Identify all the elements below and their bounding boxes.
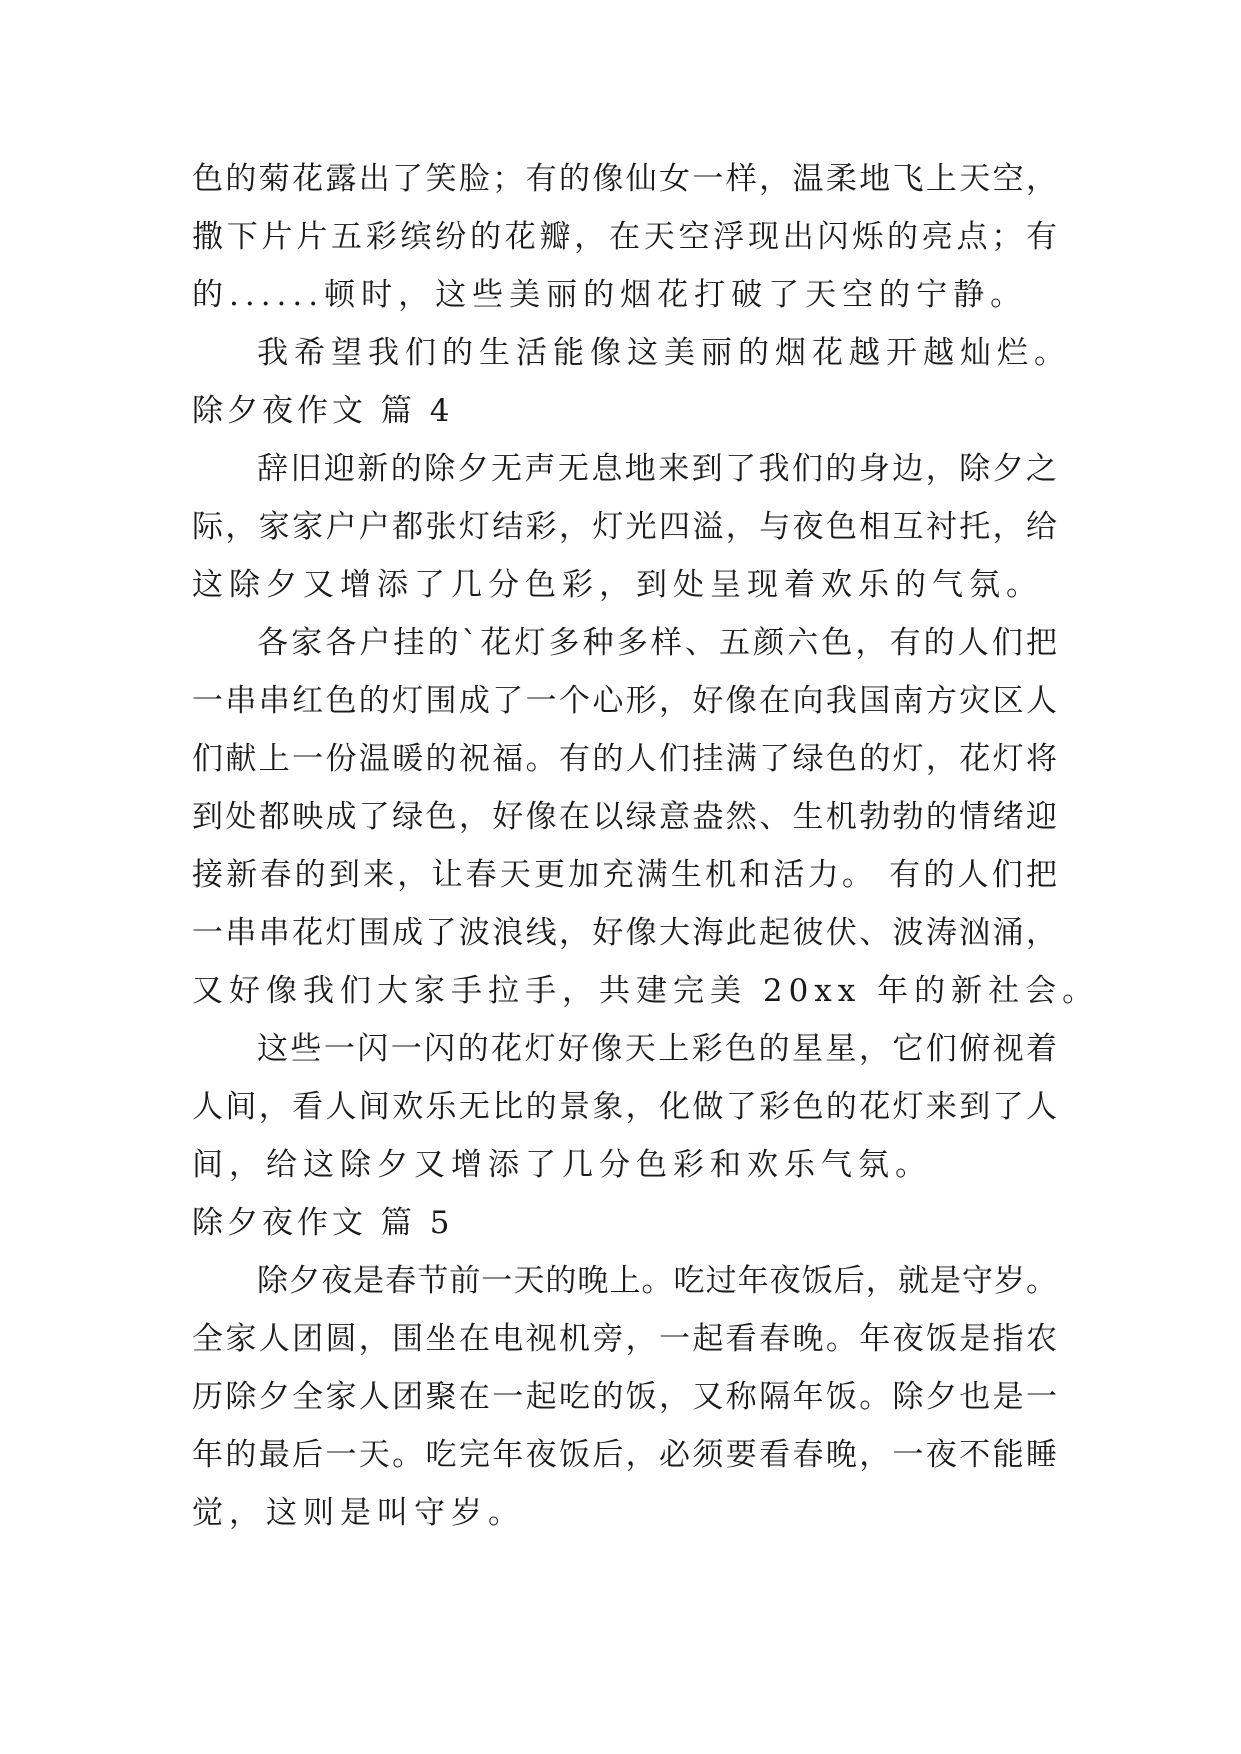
document-page bbox=[192, 150, 1100, 1542]
paragraph-line: 各家各户挂的`花灯多种多样、五颜六色，有的人们把 bbox=[257, 625, 1057, 661]
paragraph-line: 撒下片片五彩缤纷的花瓣，在天空浮现出闪烁的亮点；有 bbox=[192, 219, 1057, 255]
paragraph-line: 这除夕又增添了几分色彩，到处呈现着欢乐的气氛。 bbox=[192, 567, 1043, 603]
paragraph-line: 全家人团圆，围坐在电视机旁，一起看春晚。年夜饭是指农 bbox=[192, 1321, 1057, 1357]
paragraph-line: 又好像我们大家手拉手，共建完美 20xx 年的新社会。 bbox=[192, 973, 1100, 1009]
paragraph-line: 这些一闪一闪的花灯好像天上彩色的星星，它们俯视着 bbox=[257, 1031, 1057, 1067]
section-heading: 除夕夜作文 篇 5 bbox=[192, 1205, 454, 1241]
paragraph-line: 间，给这除夕又增添了几分色彩和欢乐气氛。 bbox=[192, 1147, 932, 1183]
section-heading: 除夕夜作文 篇 4 bbox=[192, 393, 454, 429]
paragraph-line: 辞旧迎新的除夕无声无息地来到了我们的身边，除夕之 bbox=[257, 451, 1057, 487]
paragraph-line: 色的菊花露出了笑脸；有的像仙女一样，温柔地飞上天空， bbox=[192, 161, 1057, 197]
paragraph-line: 到处都映成了绿色，好像在以绿意盎然、生机勃勃的情绪迎 bbox=[192, 799, 1057, 835]
paragraph-line: 的......顿时，这些美丽的烟花打破了天空的宁静。 bbox=[192, 277, 1028, 313]
paragraph-line: 接新春的到来，让春天更加充满生机和活力。 有的人们把 bbox=[192, 857, 1057, 893]
paragraph-line: 觉，这则是叫守岁。 bbox=[192, 1495, 525, 1531]
paragraph-line: 人间，看人间欢乐无比的景象，化做了彩色的花灯来到了人 bbox=[192, 1089, 1057, 1125]
paragraph-line: 一串串红色的灯围成了一个心形，好像在向我国南方灾区人 bbox=[192, 683, 1057, 719]
paragraph-line: 们献上一份温暖的祝福。有的人们挂满了绿色的灯，花灯将 bbox=[192, 741, 1057, 777]
paragraph-line: 际，家家户户都张灯结彩，灯光四溢，与夜色相互衬托，给 bbox=[192, 509, 1057, 545]
paragraph-line: 历除夕全家人团聚在一起吃的饭，又称隔年饭。除夕也是一 bbox=[192, 1379, 1057, 1415]
paragraph-line: 我希望我们的生活能像这美丽的烟花越开越灿烂。 bbox=[257, 335, 1071, 371]
paragraph-line: 除夕夜是春节前一天的晚上。吃过年夜饭后，就是守岁。 bbox=[257, 1263, 1057, 1299]
paragraph-line: 一串串花灯围成了波浪线，好像大海此起彼伏、波涛汹涌， bbox=[192, 915, 1057, 951]
paragraph-line: 年的最后一天。吃完年夜饭后，必须要看春晚，一夜不能睡 bbox=[192, 1437, 1057, 1473]
